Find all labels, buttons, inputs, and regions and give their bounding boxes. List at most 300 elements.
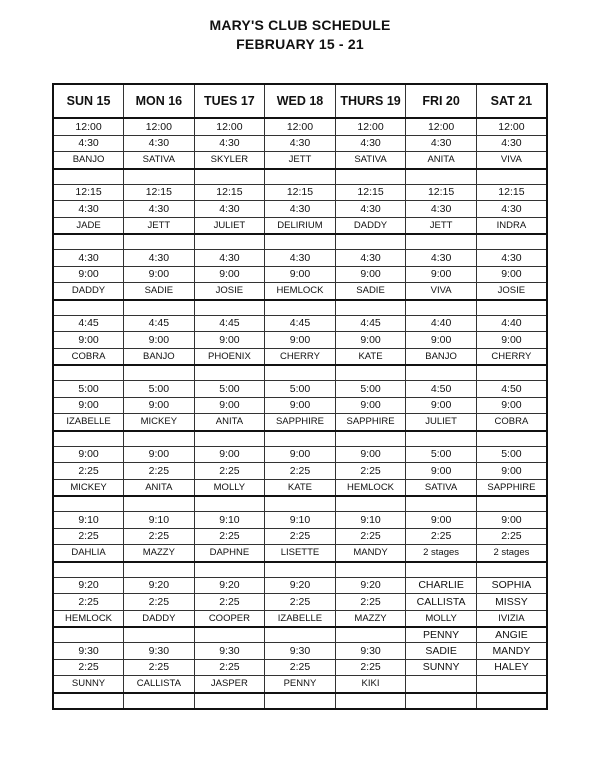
spacer-cell	[194, 627, 265, 643]
dancer-cell: IVIZIA	[476, 610, 547, 627]
table-row	[53, 169, 547, 185]
dancer-cell: SADIE	[124, 283, 195, 300]
spacer-cell	[53, 169, 124, 185]
time-cell: 9:30	[124, 643, 195, 660]
time-cell: 4:30	[335, 135, 406, 152]
spacer-cell	[476, 496, 547, 512]
time-cell: 4:45	[194, 315, 265, 332]
time-cell: 4:45	[53, 315, 124, 332]
time-cell: 9:10	[194, 512, 265, 529]
time-cell: 4:30	[476, 135, 547, 152]
time-cell: 2:25	[476, 528, 547, 545]
day-header-row	[53, 84, 547, 118]
table-row	[53, 643, 547, 660]
spacer-cell	[476, 431, 547, 447]
table-row	[53, 250, 547, 267]
dancer-cell: IZABELLE	[53, 414, 124, 431]
time-cell: 12:00	[265, 118, 336, 135]
time-cell: 2:25	[406, 528, 477, 545]
spacer-cell	[265, 496, 336, 512]
spacer-cell	[335, 562, 406, 578]
time-cell: 2:25	[265, 463, 336, 480]
time-cell: 9:00	[53, 397, 124, 414]
day-header: TUES 17	[194, 84, 265, 118]
time-cell: 5:00	[335, 381, 406, 398]
table-row	[53, 348, 547, 365]
table-row	[53, 397, 547, 414]
time-cell: SOPHIA	[476, 577, 547, 594]
time-cell: 12:00	[53, 118, 124, 135]
time-cell: 4:30	[53, 250, 124, 267]
table-row	[53, 659, 547, 676]
time-cell: SUNNY	[406, 659, 477, 676]
time-cell: 2:25	[53, 659, 124, 676]
dancer-cell: ANITA	[194, 414, 265, 431]
dancer-cell: COBRA	[476, 414, 547, 431]
table-row	[53, 496, 547, 512]
dancer-cell: SATIVA	[335, 152, 406, 169]
spacer-cell	[265, 562, 336, 578]
time-cell: MISSY	[476, 594, 547, 611]
spacer-cell	[53, 562, 124, 578]
dancer-cell: ANITA	[124, 479, 195, 496]
dancer-cell: SUNNY	[53, 676, 124, 693]
table-row	[53, 332, 547, 349]
spacer-cell	[335, 627, 406, 643]
dancer-cell: JASPER	[194, 676, 265, 693]
spacer-cell	[406, 431, 477, 447]
dancer-cell: MAZZY	[124, 545, 195, 562]
spacer-cell	[53, 693, 124, 709]
time-cell: 9:10	[265, 512, 336, 529]
time-cell: 2:25	[53, 594, 124, 611]
spacer-cell	[124, 627, 195, 643]
time-cell: 4:30	[124, 201, 195, 218]
table-row	[53, 381, 547, 398]
spacer-cell	[124, 693, 195, 709]
table-row	[53, 266, 547, 283]
time-cell: 4:30	[194, 201, 265, 218]
time-cell: 9:00	[194, 446, 265, 463]
spacer-cell	[406, 234, 477, 250]
time-cell: 9:00	[335, 397, 406, 414]
time-cell: 9:00	[476, 463, 547, 480]
time-cell: 12:00	[335, 118, 406, 135]
time-cell: 2:25	[335, 659, 406, 676]
dancer-cell: MANDY	[335, 545, 406, 562]
time-cell: 9:00	[124, 446, 195, 463]
time-cell: 9:20	[265, 577, 336, 594]
time-cell: 9:00	[476, 266, 547, 283]
dancer-cell: JULIET	[194, 217, 265, 234]
dancer-cell: JOSIE	[476, 283, 547, 300]
time-cell: 9:00	[124, 266, 195, 283]
dancer-cell: SATIVA	[124, 152, 195, 169]
spacer-cell	[476, 169, 547, 185]
time-cell: 12:15	[476, 184, 547, 201]
dancer-cell: DAHLIA	[53, 545, 124, 562]
time-cell: 9:20	[53, 577, 124, 594]
table-row	[53, 135, 547, 152]
time-cell: 4:30	[335, 201, 406, 218]
time-cell: 9:00	[124, 332, 195, 349]
time-cell: 5:00	[53, 381, 124, 398]
spacer-cell: PENNY	[406, 627, 477, 643]
time-cell: 4:45	[265, 315, 336, 332]
time-cell: 9:10	[124, 512, 195, 529]
day-header: SAT 21	[476, 84, 547, 118]
time-cell: 2:25	[53, 528, 124, 545]
time-cell: 2:25	[335, 528, 406, 545]
spacer-cell	[53, 496, 124, 512]
time-cell: 5:00	[265, 381, 336, 398]
spacer-cell	[406, 693, 477, 709]
time-cell: 9:00	[476, 332, 547, 349]
table-row	[53, 545, 547, 562]
table-row	[53, 512, 547, 529]
table-row	[53, 118, 547, 135]
table-row	[53, 446, 547, 463]
time-cell: 4:30	[406, 201, 477, 218]
time-cell: 4:40	[406, 315, 477, 332]
spacer-cell	[194, 562, 265, 578]
spacer-cell	[194, 693, 265, 709]
time-cell: 12:15	[406, 184, 477, 201]
dancer-cell: KIKI	[335, 676, 406, 693]
schedule-table	[52, 83, 548, 710]
dancer-cell: SADIE	[335, 283, 406, 300]
spacer-cell	[124, 431, 195, 447]
time-cell: 9:30	[53, 643, 124, 660]
time-cell: 2:25	[335, 594, 406, 611]
table-row	[53, 283, 547, 300]
time-cell: 9:00	[194, 332, 265, 349]
dancer-cell: SKYLER	[194, 152, 265, 169]
spacer-cell	[124, 300, 195, 316]
time-cell: 9:20	[335, 577, 406, 594]
dancer-cell: COBRA	[53, 348, 124, 365]
spacer-cell	[265, 300, 336, 316]
spacer-cell	[194, 431, 265, 447]
time-cell: 4:30	[335, 250, 406, 267]
time-cell: 9:00	[476, 397, 547, 414]
dancer-cell: JETT	[406, 217, 477, 234]
time-cell: 2:25	[265, 659, 336, 676]
time-cell: 5:00	[124, 381, 195, 398]
time-cell: 9:10	[335, 512, 406, 529]
time-cell: 9:00	[265, 397, 336, 414]
time-cell: 9:00	[335, 332, 406, 349]
time-cell: 9:00	[406, 512, 477, 529]
time-cell: 4:30	[265, 250, 336, 267]
spacer-cell	[335, 496, 406, 512]
dancer-cell: INDRA	[476, 217, 547, 234]
spacer-cell	[335, 431, 406, 447]
time-cell: 4:50	[476, 381, 547, 398]
time-cell: 12:00	[194, 118, 265, 135]
dancer-cell: COOPER	[194, 610, 265, 627]
time-cell: 9:00	[335, 446, 406, 463]
table-row	[53, 627, 547, 643]
spacer-cell	[476, 562, 547, 578]
dancer-cell: JOSIE	[194, 283, 265, 300]
time-cell: 5:00	[476, 446, 547, 463]
day-header: SUN 15	[53, 84, 124, 118]
day-header: MON 16	[124, 84, 195, 118]
dancer-cell: SAPPHIRE	[476, 479, 547, 496]
dancer-cell: SATIVA	[406, 479, 477, 496]
time-cell: 9:10	[53, 512, 124, 529]
time-cell: 9:00	[406, 266, 477, 283]
time-cell: 9:00	[406, 463, 477, 480]
time-cell: 2:25	[124, 528, 195, 545]
time-cell: 12:15	[335, 184, 406, 201]
dancer-cell: MICKEY	[53, 479, 124, 496]
spacer-cell	[124, 365, 195, 381]
spacer-cell	[335, 693, 406, 709]
spacer-cell	[53, 627, 124, 643]
time-cell: 5:00	[194, 381, 265, 398]
time-cell: CHARLIE	[406, 577, 477, 594]
time-cell: 4:40	[476, 315, 547, 332]
time-cell: 4:30	[53, 201, 124, 218]
time-cell: 9:20	[194, 577, 265, 594]
dancer-cell: BANJO	[124, 348, 195, 365]
dancer-cell: PENNY	[265, 676, 336, 693]
dancer-cell: 2 stages	[406, 545, 477, 562]
spacer-cell	[406, 562, 477, 578]
schedule-title: MARY'S CLUB SCHEDULE	[209, 17, 391, 33]
time-cell: 4:30	[194, 135, 265, 152]
time-cell: 9:30	[194, 643, 265, 660]
dancer-cell: CHERRY	[476, 348, 547, 365]
spacer-cell	[476, 693, 547, 709]
schedule-subtitle: FEBRUARY 15 - 21	[236, 36, 364, 52]
table-row	[53, 610, 547, 627]
time-cell: 4:30	[53, 135, 124, 152]
dancer-cell: BANJO	[406, 348, 477, 365]
spacer-cell	[406, 496, 477, 512]
spacer-cell	[53, 300, 124, 316]
spacer-cell	[406, 365, 477, 381]
spacer-cell	[476, 234, 547, 250]
time-cell: 9:00	[335, 266, 406, 283]
spacer-cell	[53, 234, 124, 250]
dancer-cell: HEMLOCK	[265, 283, 336, 300]
day-header: WED 18	[265, 84, 336, 118]
dancer-cell: DAPHNE	[194, 545, 265, 562]
dancer-cell	[476, 676, 547, 693]
spacer-cell	[265, 365, 336, 381]
dancer-cell: VIVA	[406, 283, 477, 300]
time-cell: SADIE	[406, 643, 477, 660]
time-cell: 4:30	[194, 250, 265, 267]
dancer-cell: LISETTE	[265, 545, 336, 562]
dancer-cell	[406, 676, 477, 693]
dancer-cell: CHERRY	[265, 348, 336, 365]
dancer-cell: IZABELLE	[265, 610, 336, 627]
dancer-cell: DADDY	[335, 217, 406, 234]
dancer-cell: 2 stages	[476, 545, 547, 562]
table-row	[53, 431, 547, 447]
time-cell: 2:25	[124, 659, 195, 676]
spacer-cell	[406, 300, 477, 316]
table-row	[53, 562, 547, 578]
dancer-cell: MOLLY	[194, 479, 265, 496]
time-cell: 9:00	[265, 266, 336, 283]
time-cell: 12:15	[124, 184, 195, 201]
table-row	[53, 414, 547, 431]
spacer-cell	[53, 365, 124, 381]
spacer-cell	[194, 365, 265, 381]
table-row	[53, 365, 547, 381]
dancer-cell: JADE	[53, 217, 124, 234]
spacer-cell	[335, 169, 406, 185]
time-cell: 9:00	[53, 332, 124, 349]
spacer-cell	[124, 496, 195, 512]
time-cell: 4:30	[476, 250, 547, 267]
spacer-cell	[194, 169, 265, 185]
dancer-cell: MAZZY	[335, 610, 406, 627]
dancer-cell: KATE	[335, 348, 406, 365]
dancer-cell: DELIRIUM	[265, 217, 336, 234]
time-cell: 4:30	[124, 135, 195, 152]
time-cell: 9:00	[265, 332, 336, 349]
dancer-cell: SAPPHIRE	[265, 414, 336, 431]
time-cell: 9:00	[476, 512, 547, 529]
time-cell: HALEY	[476, 659, 547, 676]
spacer-cell	[265, 169, 336, 185]
time-cell: 4:50	[406, 381, 477, 398]
table-row	[53, 577, 547, 594]
day-header: THURS 19	[335, 84, 406, 118]
dancer-cell: ANITA	[406, 152, 477, 169]
time-cell: 5:00	[406, 446, 477, 463]
spacer-cell	[194, 300, 265, 316]
spacer-cell	[194, 234, 265, 250]
dancer-cell: PHOENIX	[194, 348, 265, 365]
time-cell: 12:15	[265, 184, 336, 201]
day-header: FRI 20	[406, 84, 477, 118]
time-cell: 2:25	[124, 463, 195, 480]
spacer-cell	[476, 365, 547, 381]
time-cell: 9:30	[335, 643, 406, 660]
spacer-cell	[265, 431, 336, 447]
schedule-body	[53, 118, 547, 709]
time-cell: 9:00	[53, 446, 124, 463]
table-row	[53, 528, 547, 545]
table-row	[53, 217, 547, 234]
time-cell: 9:00	[194, 266, 265, 283]
spacer-cell	[53, 431, 124, 447]
time-cell: 2:25	[124, 594, 195, 611]
dancer-cell: DADDY	[53, 283, 124, 300]
dancer-cell: JULIET	[406, 414, 477, 431]
dancer-cell: VIVA	[476, 152, 547, 169]
time-cell: 12:15	[194, 184, 265, 201]
table-row	[53, 201, 547, 218]
time-cell: 2:25	[194, 594, 265, 611]
time-cell: CALLISTA	[406, 594, 477, 611]
dancer-cell: CALLISTA	[124, 676, 195, 693]
spacer-cell	[124, 234, 195, 250]
spacer-cell	[476, 300, 547, 316]
table-row	[53, 676, 547, 693]
time-cell: MANDY	[476, 643, 547, 660]
time-cell: 4:30	[124, 250, 195, 267]
spacer-cell	[265, 627, 336, 643]
dancer-cell: JETT	[124, 217, 195, 234]
table-row	[53, 693, 547, 709]
time-cell: 9:00	[406, 332, 477, 349]
time-cell: 4:30	[406, 135, 477, 152]
time-cell: 4:45	[335, 315, 406, 332]
spacer-cell	[124, 169, 195, 185]
spacer-cell	[406, 169, 477, 185]
time-cell: 2:25	[194, 659, 265, 676]
table-row	[53, 479, 547, 496]
time-cell: 2:25	[53, 463, 124, 480]
table-row	[53, 315, 547, 332]
time-cell: 9:00	[124, 397, 195, 414]
spacer-cell	[335, 300, 406, 316]
dancer-cell: DADDY	[124, 610, 195, 627]
dancer-cell: KATE	[265, 479, 336, 496]
time-cell: 12:00	[476, 118, 547, 135]
spacer-cell	[265, 693, 336, 709]
time-cell: 9:00	[265, 446, 336, 463]
dancer-cell: BANJO	[53, 152, 124, 169]
time-cell: 9:20	[124, 577, 195, 594]
time-cell: 2:25	[265, 528, 336, 545]
time-cell: 9:30	[265, 643, 336, 660]
spacer-cell	[265, 234, 336, 250]
time-cell: 12:15	[53, 184, 124, 201]
table-row	[53, 152, 547, 169]
time-cell: 2:25	[335, 463, 406, 480]
dancer-cell: JETT	[265, 152, 336, 169]
time-cell: 9:00	[194, 397, 265, 414]
time-cell: 4:30	[476, 201, 547, 218]
dancer-cell: HEMLOCK	[335, 479, 406, 496]
time-cell: 12:00	[124, 118, 195, 135]
table-row	[53, 234, 547, 250]
dancer-cell: MICKEY	[124, 414, 195, 431]
time-cell: 4:30	[265, 201, 336, 218]
table-row	[53, 184, 547, 201]
time-cell: 2:25	[265, 594, 336, 611]
time-cell: 2:25	[194, 463, 265, 480]
spacer-cell	[124, 562, 195, 578]
time-cell: 4:45	[124, 315, 195, 332]
time-cell: 4:30	[265, 135, 336, 152]
time-cell: 4:30	[406, 250, 477, 267]
dancer-cell: MOLLY	[406, 610, 477, 627]
table-row	[53, 463, 547, 480]
time-cell: 9:00	[406, 397, 477, 414]
dancer-cell: HEMLOCK	[53, 610, 124, 627]
spacer-cell	[194, 496, 265, 512]
time-cell: 9:00	[53, 266, 124, 283]
spacer-cell: ANGIE	[476, 627, 547, 643]
time-cell: 2:25	[194, 528, 265, 545]
table-row	[53, 594, 547, 611]
spacer-cell	[335, 365, 406, 381]
dancer-cell: SAPPHIRE	[335, 414, 406, 431]
spacer-cell	[335, 234, 406, 250]
table-row	[53, 300, 547, 316]
time-cell: 12:00	[406, 118, 477, 135]
